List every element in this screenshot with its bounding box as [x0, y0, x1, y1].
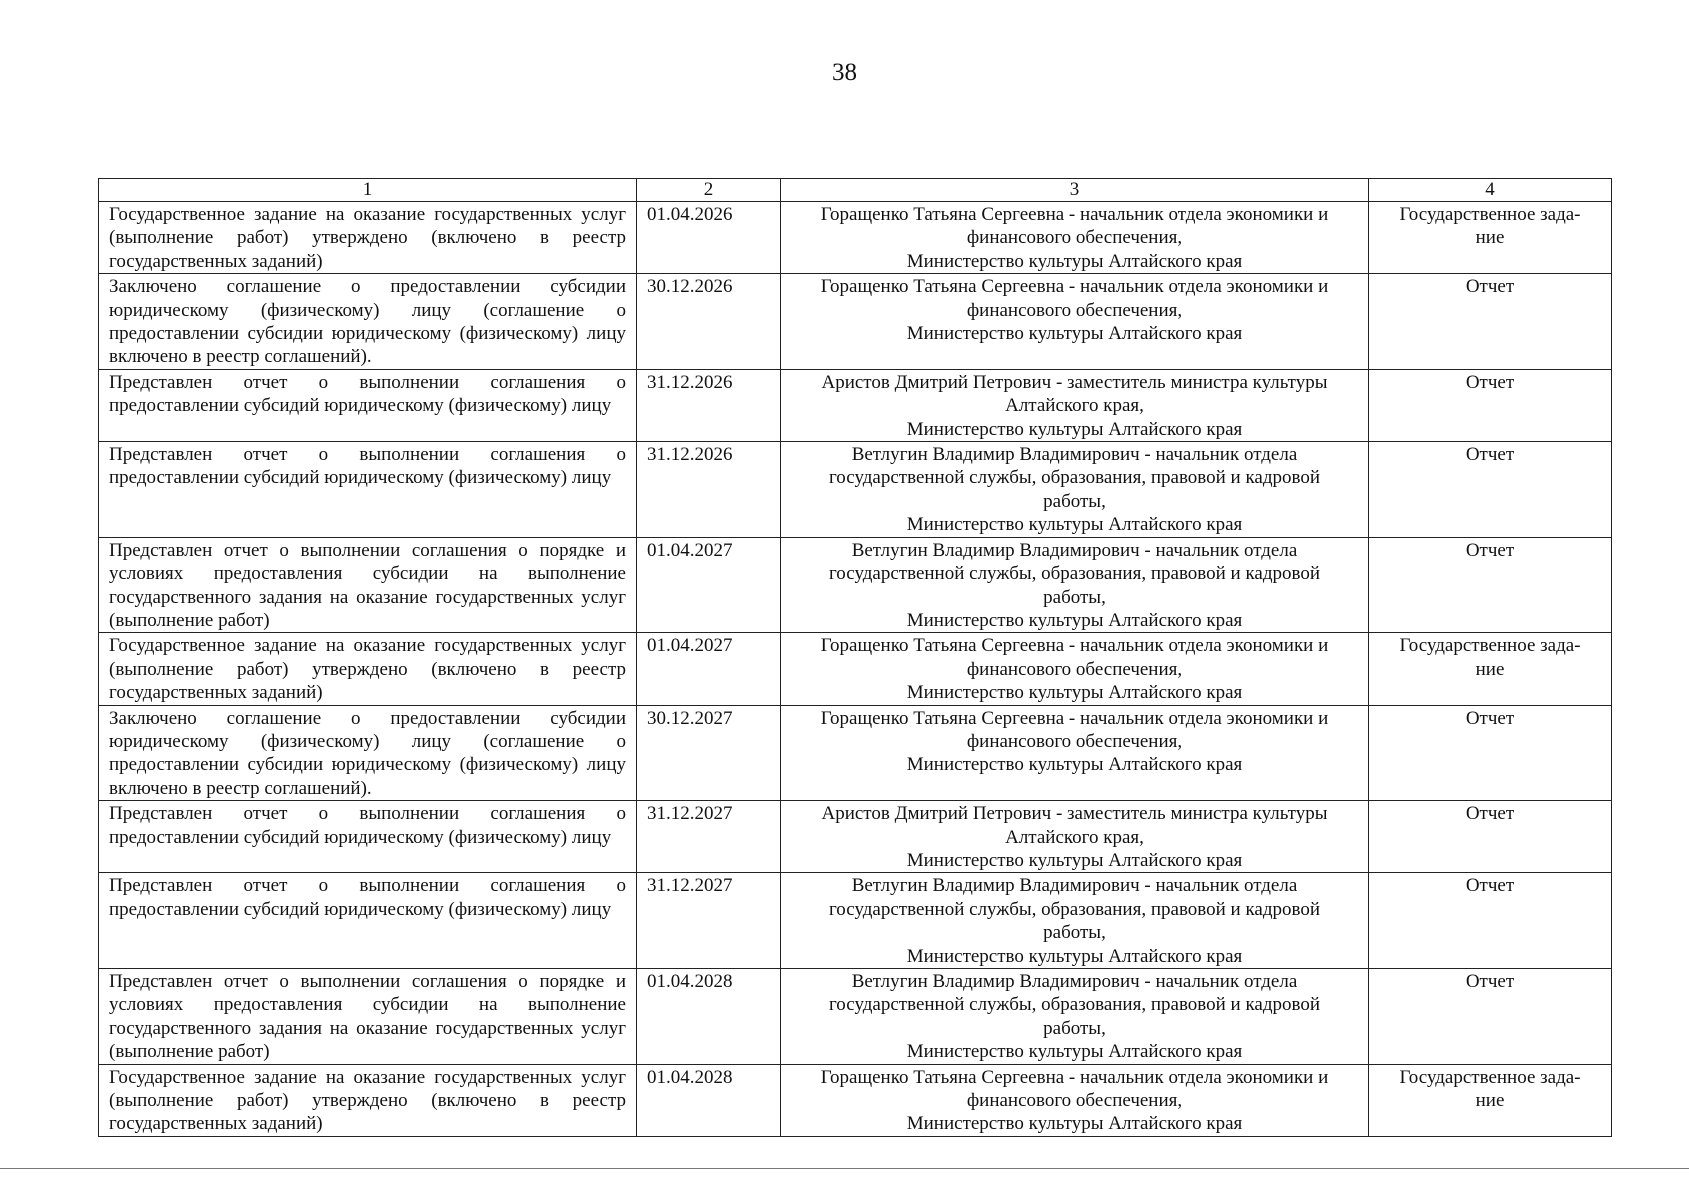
event-description-cell: Представлен отчет о выполнении соглашения о предоставлении субсидий юридическому (физическому) лицу: [99, 873, 637, 969]
responsible-person-line: Горащенко Татьяна Сергеевна - начальник отдела экономики и: [820, 707, 1329, 729]
responsible-person-line: Горащенко Татьяна Сергеевна - начальник отдела экономики и: [820, 635, 1329, 657]
document-type-cell: [1369, 969, 1612, 1065]
date-cell: 01.04.2027: [637, 633, 781, 705]
responsible-person-line: Ветлугин Владимир Владимирович - начальник отдела: [851, 971, 1298, 992]
responsible-person-line: финансового обеспечения,: [966, 1090, 1183, 1112]
responsible-person-line: Министерство культуры Алтайского края: [906, 418, 1243, 440]
document-type-cell: [1369, 442, 1612, 538]
responsible-person-line: Министерство культуры Алтайского края: [906, 1113, 1243, 1135]
event-description-cell: Представлен отчет о выполнении соглашения о предоставлении субсидий юридическому (физическому) лицу: [99, 442, 637, 538]
event-description-cell: Представлен отчет о выполнении соглашения о порядке и условиях предоставления субсидии на выполнение государственного задания на оказание государственных услуг (выполнение работ): [99, 969, 637, 1065]
document-type-cell: [1369, 537, 1612, 633]
responsible-person-cell: [781, 537, 1369, 633]
date-cell: 31.12.2026: [637, 369, 781, 441]
responsible-person-cell: [781, 873, 1369, 969]
table-body: [99, 202, 1612, 1137]
responsible-person-line: государственной службы, образования, правовой и кадровой: [828, 898, 1321, 920]
document-type-cell: [1369, 705, 1612, 801]
responsible-person-line: Министерство культуры Алтайского края: [906, 250, 1243, 272]
responsible-person-line: Горащенко Татьяна Сергеевна - начальник отдела экономики и: [820, 1066, 1329, 1088]
table-row: [99, 274, 1612, 370]
responsible-person-line: работы,: [1043, 922, 1106, 944]
document-type-line: ние: [1475, 1090, 1505, 1112]
responsible-person-cell: [781, 705, 1369, 801]
document-type-line: Государственное зада-: [1399, 1066, 1581, 1088]
responsible-person-cell: [781, 202, 1369, 274]
event-description-cell: Государственное задание на оказание государственных услуг (выполнение работ) утверждено (включено в реестр государственных заданий): [99, 1064, 637, 1136]
responsible-person-line: финансового обеспечения,: [966, 730, 1183, 752]
table-row: [99, 873, 1612, 969]
responsible-person-line: Министерство культуры Алтайского края: [906, 682, 1243, 704]
responsible-person-line: Алтайского края,: [1005, 826, 1144, 848]
responsible-person-line: Министерство культуры Алтайского края: [906, 323, 1243, 345]
responsible-person-line: финансового обеспечения,: [966, 227, 1183, 249]
responsible-person-line: государственной службы, образования, правовой и кадровой: [828, 563, 1321, 585]
responsible-person-cell: [781, 369, 1369, 441]
document-type-line: ние: [1475, 227, 1505, 249]
responsible-person-line: Аристов Дмитрий Петрович - заместитель министра культуры: [821, 803, 1328, 825]
document-type-cell: [1369, 873, 1612, 969]
responsible-person-line: Министерство культуры Алтайского края: [906, 945, 1243, 967]
responsible-person-line: Министерство культуры Алтайского края: [906, 1041, 1243, 1063]
responsible-person-line: Ветлугин Владимир Владимирович - начальник отдела: [851, 444, 1298, 466]
document-type-cell: [1369, 1064, 1612, 1136]
table-row: [99, 633, 1612, 705]
event-description-cell: Заключено соглашение о предоставлении субсидии юридическому (физическому) лицу (соглашение о предоставлении субсидии юридическому (физическому) лицу включено в реестр соглашений).: [99, 274, 637, 370]
responsible-person-line: Ветлугин Владимир Владимирович - начальник отдела: [851, 875, 1298, 897]
responsible-person-line: государственной службы, образования, правовой и кадровой: [828, 994, 1321, 1016]
responsible-person-line: Министерство культуры Алтайского края: [906, 609, 1243, 631]
responsible-person-line: Министерство культуры Алтайского края: [906, 754, 1243, 776]
table-header-row: [99, 179, 1612, 202]
document-type-cell: [1369, 369, 1612, 441]
responsible-person-line: Министерство культуры Алтайского края: [906, 514, 1243, 536]
document-type-line: Отчет: [1465, 707, 1515, 729]
responsible-person-line: работы,: [1043, 490, 1106, 512]
responsible-person-line: финансового обеспечения,: [966, 299, 1183, 321]
table-row: [99, 1064, 1612, 1136]
date-cell: 31.12.2027: [637, 873, 781, 969]
event-description-cell: Государственное задание на оказание государственных услуг (выполнение работ) утверждено (включено в реестр государственных заданий): [99, 633, 637, 705]
document-type-line: Государственное зада-: [1399, 635, 1581, 657]
column-header-1: 1: [99, 179, 637, 202]
event-description-cell: Представлен отчет о выполнении соглашения о предоставлении субсидий юридическому (физическому) лицу: [99, 369, 637, 441]
responsible-person-cell: [781, 274, 1369, 370]
responsible-person-line: Горащенко Татьяна Сергеевна - начальник отдела экономики и: [820, 204, 1329, 225]
responsible-person-cell: [781, 633, 1369, 705]
document-type-line: Отчет: [1465, 971, 1515, 992]
table-row: [99, 442, 1612, 538]
table-row: [99, 801, 1612, 873]
document-type-cell: [1369, 801, 1612, 873]
document-table: [98, 178, 1612, 1137]
document-type-cell: [1369, 274, 1612, 370]
responsible-person-line: Министерство культуры Алтайского края: [906, 849, 1243, 871]
responsible-person-cell: [781, 442, 1369, 538]
date-cell: 30.12.2026: [637, 274, 781, 370]
date-cell: 01.04.2027: [637, 537, 781, 633]
table-row: [99, 705, 1612, 801]
responsible-person-cell: [781, 1064, 1369, 1136]
date-cell: 30.12.2027: [637, 705, 781, 801]
document-type-line: Государственное зада-: [1399, 204, 1581, 225]
date-cell: 01.04.2028: [637, 969, 781, 1065]
document-type-cell: [1369, 633, 1612, 705]
date-cell: 01.04.2028: [637, 1064, 781, 1136]
document-type-line: Отчет: [1465, 444, 1515, 466]
responsible-person-line: Ветлугин Владимир Владимирович - начальник отдела: [851, 539, 1298, 561]
document-type-line: Отчет: [1465, 539, 1515, 561]
document-type-line: Отчет: [1465, 803, 1515, 825]
event-description-cell: Заключено соглашение о предоставлении субсидии юридическому (физическому) лицу (соглашение о предоставлении субсидии юридическому (физическому) лицу включено в реестр соглашений).: [99, 705, 637, 801]
column-header-2: 2: [637, 179, 781, 202]
responsible-person-line: работы,: [1043, 586, 1106, 608]
page-bottom-rule: [0, 1168, 1689, 1169]
document-type-line: ние: [1475, 658, 1505, 680]
date-cell: 31.12.2026: [637, 442, 781, 538]
document-type-line: Отчет: [1465, 371, 1515, 393]
column-header-4: 4: [1369, 179, 1612, 202]
responsible-person-line: работы,: [1043, 1017, 1106, 1039]
page-number: 38: [832, 59, 857, 86]
responsible-person-line: Алтайского края,: [1005, 395, 1144, 417]
responsible-person-line: Аристов Дмитрий Петрович - заместитель министра культуры: [821, 371, 1328, 393]
responsible-person-line: государственной службы, образования, правовой и кадровой: [828, 467, 1321, 489]
date-cell: 31.12.2027: [637, 801, 781, 873]
document-type-cell: [1369, 202, 1612, 274]
responsible-person-line: Горащенко Татьяна Сергеевна - начальник отдела экономики и: [820, 276, 1329, 298]
responsible-person-cell: [781, 969, 1369, 1065]
document-type-line: Отчет: [1465, 875, 1515, 897]
column-header-3: 3: [781, 179, 1369, 202]
event-description-cell: Представлен отчет о выполнении соглашения о предоставлении субсидий юридическому (физическому) лицу: [99, 801, 637, 873]
event-description-cell: Представлен отчет о выполнении соглашения о порядке и условиях предоставления субсидии на выполнение государственного задания на оказание государственных услуг (выполнение работ): [99, 537, 637, 633]
table-row: [99, 369, 1612, 441]
document-type-line: Отчет: [1465, 276, 1515, 298]
table-row: [99, 969, 1612, 1065]
table-row: [99, 537, 1612, 633]
responsible-person-line: финансового обеспечения,: [966, 658, 1183, 680]
date-cell: 01.04.2026: [637, 202, 781, 274]
event-description-cell: Государственное задание на оказание государственных услуг (выполнение работ) утверждено (включено в реестр государственных заданий): [99, 202, 637, 274]
responsible-person-cell: [781, 801, 1369, 873]
table-row: [99, 202, 1612, 274]
